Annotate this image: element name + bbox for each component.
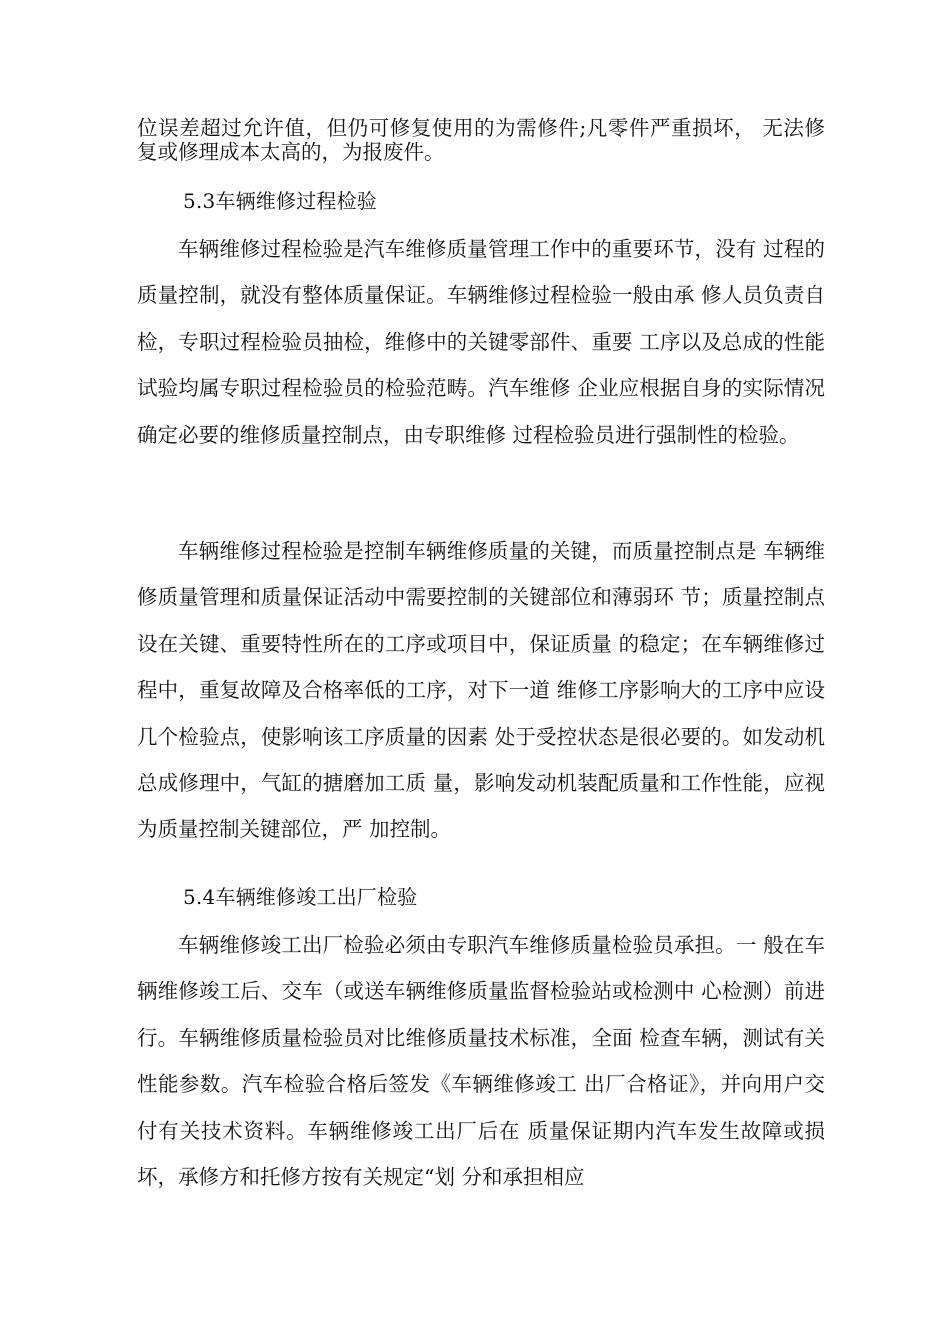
- paragraph-5-4-1: 车辆维修竣工出厂检验必须由专职汽车维修质量检验员承担。一 般在车辆维修竣工后、交车（或送车辆维修质量监督检验站或检测中 心检测）前进行。车辆维修质量检验员对比维修质量技术标准，全面 检查车辆，测试有关性能参数。汽车检验合格后签发《车辆维修竣工 出厂合格证》，并向用户交付有关技术资料。车辆维修竣工出厂后在 质量保证期内汽车发生故障或损坏，承修方和托修方按有关规定“划 分和承担相应: [137, 933, 825, 1190]
- paragraph-5-3-2: 车辆维修过程检验是控制车辆维修质量的关键，而质量控制点是 车辆维修质量管理和质量保证活动中需要控制的关键部位和薄弱环 节；质量控制点设在关键、重要特性所在的工序或项目中，保证质量 的稳定；在车辆维修过程中，重复故障及合格率低的工序，对下一道 维修工序影响大的工序中应设几个检验点，使影响该工序质量的因素 处于受控状态是很必要的。如发动机总成修理中，气缸的搪磨加工质 量，影响发动机装配质量和工作性能，应视为质量控制关键部位，严 加控制。: [137, 539, 825, 842]
- intro-paragraph: 位误差超过允许值，但仍可修复使用的为需修件;凡零件严重损坏， 无法修复或修理成本太高的，为报废件。: [137, 116, 825, 164]
- paragraph-5-3-1: 车辆维修过程检验是汽车维修质量管理工作中的重要环节，没有 过程的质量控制，就没有整体质量保证。车辆维修过程检验一般由承 修人员负责自检，专职过程检验员抽检，维修中的关键零部件、重要 工序以及总成的性能试验均属专职过程检验员的检验范畴。汽车维修 企业应根据自身的实际情况确定必要的维修质量控制点，由专职维修 过程检验员进行强制性的检验。: [137, 237, 825, 447]
- section-heading-5-4: 5.4车辆维修竣工出厂检验: [183, 885, 418, 909]
- section-heading-5-3: 5.3车辆维修过程检验: [183, 189, 378, 213]
